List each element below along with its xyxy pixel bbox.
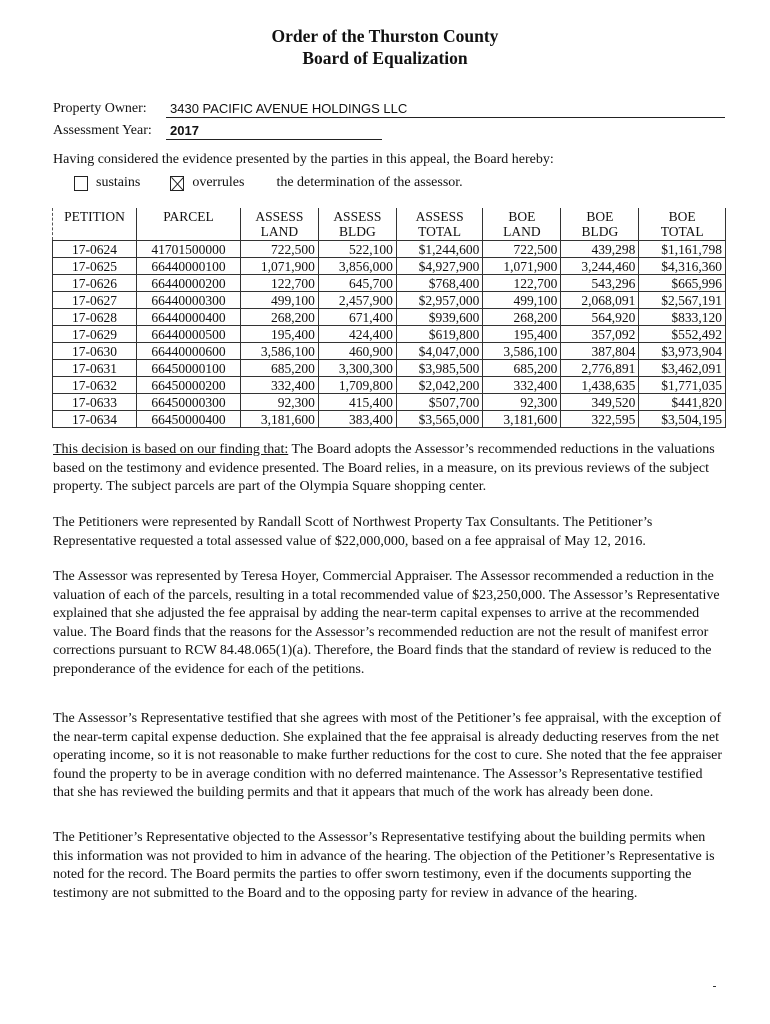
title-line-2: Board of Equalization <box>302 48 468 68</box>
column-header-parcel <box>137 208 241 241</box>
cell-boe-bldg: 322,595 <box>561 411 639 428</box>
finding-paragraph <box>53 441 723 497</box>
cell-assess-land: 3,181,600 <box>240 411 318 428</box>
cell-petition: 17-0633 <box>53 394 137 411</box>
cell-boe-total: $1,771,035 <box>639 377 726 394</box>
column-header-line: BLDG <box>581 224 619 239</box>
cell-petition: 17-0626 <box>53 275 137 292</box>
cell-assess-bldg: 645,700 <box>318 275 396 292</box>
column-header-line: BOE <box>508 209 536 224</box>
cell-assess-total: $4,927,900 <box>396 258 483 275</box>
cell-petition: 17-0634 <box>53 411 137 428</box>
property-owner-label: Property Owner: <box>53 101 147 116</box>
decision-suffix: the determination of the assessor. <box>276 175 463 190</box>
cell-assess-land: 499,100 <box>240 292 318 309</box>
cell-assess-total: $507,700 <box>396 394 483 411</box>
title-line-1: Order of the Thurston County <box>271 26 499 46</box>
overrules-checkbox[interactable] <box>170 176 184 191</box>
assessment-year-label: Assessment Year: <box>53 123 152 138</box>
cell-boe-land: 332,400 <box>483 377 561 394</box>
table-header-row <box>53 208 726 241</box>
column-header-assess-land <box>240 208 318 241</box>
cell-assess-total: $2,957,000 <box>396 292 483 309</box>
decision-choices <box>74 174 463 192</box>
property-owner-row <box>53 100 408 118</box>
property-owner-value: 3430 PACIFIC AVENUE HOLDINGS LLC <box>166 100 725 118</box>
cell-boe-total: $441,820 <box>639 394 726 411</box>
cell-boe-total: $3,462,091 <box>639 360 726 377</box>
cell-parcel: 66450000200 <box>137 377 241 394</box>
column-header-line: BLDG <box>338 224 376 239</box>
cell-boe-land: 1,071,900 <box>483 258 561 275</box>
cell-petition: 17-0630 <box>53 343 137 360</box>
table-row <box>53 275 726 292</box>
table-row <box>53 309 726 326</box>
assessment-year-row <box>53 122 199 140</box>
column-header-line: ASSESS <box>333 209 382 224</box>
cell-boe-land: 499,100 <box>483 292 561 309</box>
cell-assess-bldg: 3,300,300 <box>318 360 396 377</box>
column-header-line: BOE <box>586 209 614 224</box>
cell-assess-bldg: 460,900 <box>318 343 396 360</box>
petitions-table <box>52 208 726 428</box>
cell-assess-land: 122,700 <box>240 275 318 292</box>
cell-assess-land: 1,071,900 <box>240 258 318 275</box>
cell-boe-total: $3,973,904 <box>639 343 726 360</box>
table-row <box>53 411 726 428</box>
cell-boe-bldg: 2,068,091 <box>561 292 639 309</box>
column-header-boe-total <box>639 208 726 241</box>
cell-petition: 17-0624 <box>53 241 137 258</box>
cell-boe-bldg: 3,244,460 <box>561 258 639 275</box>
cell-assess-bldg: 2,457,900 <box>318 292 396 309</box>
cell-parcel: 66450000300 <box>137 394 241 411</box>
cell-assess-land: 92,300 <box>240 394 318 411</box>
cell-boe-total: $2,567,191 <box>639 292 726 309</box>
sustains-option[interactable] <box>74 174 140 192</box>
column-header-line: ASSESS <box>415 209 464 224</box>
objection-paragraph: The Petitioner’s Representative objected to the Assessor’s Representative testifying about the building permits when this information was not provided to him in advance of the hearing. The objection of the Petitioner’s Representative is noted for the record. The Board permits the parties to offer sworn testimony, even if the documents supporting the testimony are not submitted to the Board and to the opposing party for review in advance of the hearing. <box>53 830 715 901</box>
column-header-line: TOTAL <box>660 224 704 239</box>
table-body <box>53 241 726 428</box>
cell-assess-total: $619,800 <box>396 326 483 343</box>
cell-boe-land: 3,181,600 <box>483 411 561 428</box>
cell-boe-land: 195,400 <box>483 326 561 343</box>
cell-assess-land: 332,400 <box>240 377 318 394</box>
assessor-paragraph: The Assessor was represented by Teresa Hoyer, Commercial Appraiser. The Assessor recommended a reduction in the valuation of each of the parcels, resulting in a total recommended value of $23,250,000. The Assessor’s Representative explained that she adjusted the fee appraisal by adding the near-term capital expenses to arrive at the recommended value. The Board finds that the reasons for the Assessor’s recommended reduction are not the result of manifest error corrections pursuant to RCW 84.48.065(1)(a). Therefore, the Board finds that the standard of review is reduced to the preponderance of the evidence for each of the petitions. <box>53 569 720 677</box>
column-header-boe-bldg <box>561 208 639 241</box>
cell-parcel: 66440000600 <box>137 343 241 360</box>
table-row <box>53 360 726 377</box>
cell-boe-total: $3,504,195 <box>639 411 726 428</box>
cell-boe-land: 3,586,100 <box>483 343 561 360</box>
column-header-petition <box>53 208 137 241</box>
cell-boe-bldg: 2,776,891 <box>561 360 639 377</box>
table-row <box>53 258 726 275</box>
cell-petition: 17-0628 <box>53 309 137 326</box>
cell-boe-bldg: 387,804 <box>561 343 639 360</box>
cell-assess-total: $768,400 <box>396 275 483 292</box>
table-row <box>53 394 726 411</box>
page-mark <box>713 986 716 987</box>
column-header-assess-bldg <box>318 208 396 241</box>
cell-assess-total: $1,244,600 <box>396 241 483 258</box>
cell-boe-land: 92,300 <box>483 394 561 411</box>
cell-assess-land: 685,200 <box>240 360 318 377</box>
cell-parcel: 66440000300 <box>137 292 241 309</box>
cell-assess-total: $4,047,000 <box>396 343 483 360</box>
column-header-line: LAND <box>260 224 299 239</box>
cell-boe-bldg: 1,438,635 <box>561 377 639 394</box>
cell-parcel: 66440000500 <box>137 326 241 343</box>
cell-assess-bldg: 671,400 <box>318 309 396 326</box>
finding-lead: This decision is based on our finding that: <box>53 442 289 457</box>
cell-petition: 17-0632 <box>53 377 137 394</box>
cell-boe-land: 685,200 <box>483 360 561 377</box>
cell-assess-total: $939,600 <box>396 309 483 326</box>
sustains-label: sustains <box>96 175 141 190</box>
cell-assess-bldg: 1,709,800 <box>318 377 396 394</box>
cell-petition: 17-0631 <box>53 360 137 377</box>
column-header-assess-total <box>396 208 483 241</box>
cell-assess-land: 268,200 <box>240 309 318 326</box>
cell-boe-bldg: 564,920 <box>561 309 639 326</box>
cell-boe-bldg: 357,092 <box>561 326 639 343</box>
cell-parcel: 66440000100 <box>137 258 241 275</box>
cell-boe-land: 722,500 <box>483 241 561 258</box>
column-header-line: BOE <box>668 209 696 224</box>
cell-boe-total: $833,120 <box>639 309 726 326</box>
cell-boe-bldg: 439,298 <box>561 241 639 258</box>
cell-boe-total: $665,996 <box>639 275 726 292</box>
cell-assess-bldg: 3,856,000 <box>318 258 396 275</box>
column-header-line <box>55 224 134 239</box>
assessor-testimony-paragraph: The Assessor’s Representative testified that she agrees with most of the Petitioner’s fee appraisal, with the exception of the near-term capital expense deduction. She explained that the fee appraisal is already deducting reserves from the net operating income, so it is not reasonable to make further reductions for the cost to cure. She noted that the fee appraiser found the property to be in average condition with no deferred maintenance. The Assessor’s Representative testified that she has reviewed the building permits and that it appears that much of the work has already been done. <box>53 711 723 801</box>
column-header-line <box>139 224 238 239</box>
cell-boe-bldg: 543,296 <box>561 275 639 292</box>
cell-assess-land: 722,500 <box>240 241 318 258</box>
cell-assess-bldg: 415,400 <box>318 394 396 411</box>
column-header-line: LAND <box>503 224 541 239</box>
cell-boe-total: $4,316,360 <box>639 258 726 275</box>
cell-petition: 17-0629 <box>53 326 137 343</box>
table-row <box>53 292 726 309</box>
document-title <box>0 25 770 69</box>
sustains-checkbox[interactable] <box>74 176 88 191</box>
column-header-line: ASSESS <box>255 209 304 224</box>
decision-intro: Having considered the evidence presented by the parties in this appeal, the Board hereby: <box>53 152 554 167</box>
finding-body: The Board adopts the Assessor’s recommended reductions in the valuations based on the testimony and evidence presented. The Board relies, in a measure, on its previous reviews of the subject property. The subject parcels are part of the Olympia Square shopping center. <box>53 442 715 495</box>
column-header-line: PARCEL <box>163 209 214 224</box>
cell-parcel: 66440000400 <box>137 309 241 326</box>
cell-assess-land: 3,586,100 <box>240 343 318 360</box>
cell-assess-total: $3,565,000 <box>396 411 483 428</box>
cell-assess-total: $3,985,500 <box>396 360 483 377</box>
column-header-boe-land <box>483 208 561 241</box>
cell-petition: 17-0627 <box>53 292 137 309</box>
cell-assess-bldg: 424,400 <box>318 326 396 343</box>
cell-boe-bldg: 349,520 <box>561 394 639 411</box>
column-header-line: PETITION <box>64 209 125 224</box>
cell-parcel: 66440000200 <box>137 275 241 292</box>
cell-parcel: 66450000100 <box>137 360 241 377</box>
overrules-label: overrules <box>192 175 245 190</box>
cell-assess-bldg: 522,100 <box>318 241 396 258</box>
overrules-option[interactable] <box>170 174 244 192</box>
table-row <box>53 343 726 360</box>
table-row <box>53 241 726 258</box>
cell-parcel: 66450000400 <box>137 411 241 428</box>
assessment-year-value: 2017 <box>166 122 382 140</box>
table-row <box>53 377 726 394</box>
cell-assess-total: $2,042,200 <box>396 377 483 394</box>
cell-boe-land: 268,200 <box>483 309 561 326</box>
cell-parcel: 41701500000 <box>137 241 241 258</box>
petitioner-paragraph: The Petitioners were represented by Randall Scott of Northwest Property Tax Consultants. The Petitioner’s Representative requested a total assessed value of $22,000,000, based on a fee appraisal of May 12, 2016. <box>53 515 653 549</box>
cell-boe-total: $552,492 <box>639 326 726 343</box>
cell-assess-land: 195,400 <box>240 326 318 343</box>
column-header-line: TOTAL <box>418 224 462 239</box>
cell-boe-total: $1,161,798 <box>639 241 726 258</box>
cell-petition: 17-0625 <box>53 258 137 275</box>
table-row <box>53 326 726 343</box>
cell-assess-bldg: 383,400 <box>318 411 396 428</box>
cell-boe-land: 122,700 <box>483 275 561 292</box>
